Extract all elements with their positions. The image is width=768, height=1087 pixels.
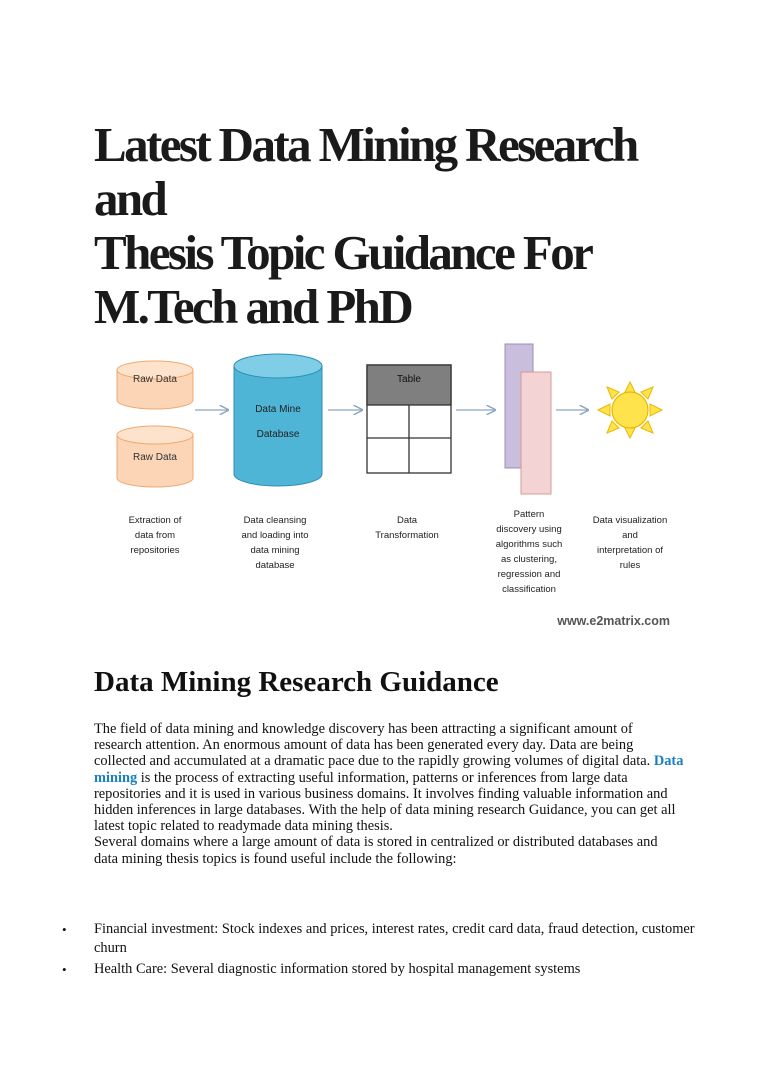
database-label-2: Database bbox=[256, 429, 300, 440]
body-paragraphs bbox=[94, 721, 684, 867]
svg-text:data mining: data mining bbox=[250, 545, 300, 556]
caption-transformation bbox=[375, 515, 439, 541]
svg-text:Transformation: Transformation bbox=[375, 530, 439, 541]
database-label-1: Data Mine bbox=[255, 404, 301, 415]
pattern-rectangles bbox=[505, 344, 551, 494]
domains-paragraph: Several domains where a large amount of data is stored in centralized or distributed databases and data mining thesis topics is found useful include the following: bbox=[94, 834, 658, 867]
svg-text:regression and: regression and bbox=[497, 569, 561, 580]
raw-data-cylinder-bottom bbox=[117, 426, 193, 487]
table-header-label: Table bbox=[397, 374, 421, 385]
sun-icon bbox=[598, 382, 662, 438]
svg-text:algorithms such: algorithms such bbox=[495, 539, 563, 550]
bullet-text: Financial investment: Stock indexes and prices, interest rates, credit card data, fraud detection, customer churn bbox=[94, 921, 695, 956]
list-item bbox=[62, 920, 702, 958]
list-item bbox=[62, 960, 702, 979]
watermark-text: www.e2matrix.com bbox=[557, 614, 670, 628]
paragraph-text-after-link: is the process of extracting useful information, patterns or inferences from large data repositories and it is used in various business domains. It involves finding valuable information and hidden inferences in large databases. With the help of data mining research Guidance, you can get all latest topic related to readymade data mining thesis. bbox=[94, 769, 676, 835]
data-mining-process-diagram bbox=[0, 330, 768, 630]
intro-paragraph bbox=[94, 721, 684, 834]
svg-text:database: database bbox=[255, 560, 295, 571]
svg-text:Data cleansing: Data cleansing bbox=[243, 515, 307, 526]
caption-extraction bbox=[129, 515, 182, 556]
svg-text:Pattern: Pattern bbox=[513, 509, 545, 520]
title-line-3: M.Tech and PhD bbox=[94, 279, 412, 334]
table-graphic bbox=[367, 365, 451, 473]
title-line-2: Thesis Topic Guidance For bbox=[94, 225, 592, 280]
svg-text:interpretation of: interpretation of bbox=[596, 545, 664, 556]
svg-text:Extraction of: Extraction of bbox=[128, 515, 182, 526]
bullet-icon: • bbox=[62, 962, 67, 977]
bullet-text: Health Care: Several diagnostic information stored by hospital management systems bbox=[94, 961, 581, 977]
data-mining-link[interactable]: Data mining bbox=[94, 753, 684, 786]
svg-text:Data: Data bbox=[396, 515, 418, 526]
svg-text:and: and bbox=[622, 530, 638, 541]
caption-cleansing bbox=[241, 515, 308, 571]
svg-text:classification: classification bbox=[502, 584, 556, 595]
raw-data-cylinder-top bbox=[117, 361, 193, 409]
section-heading: Data Mining Research Guidance bbox=[94, 666, 499, 698]
svg-text:repositories: repositories bbox=[130, 545, 180, 556]
svg-text:and loading into: and loading into bbox=[241, 530, 309, 541]
caption-pattern bbox=[496, 509, 563, 595]
bullet-icon: • bbox=[62, 922, 67, 937]
raw-data-label-1: Raw Data bbox=[133, 374, 177, 385]
svg-text:as clustering,: as clustering, bbox=[501, 554, 557, 565]
svg-text:rules: rules bbox=[619, 560, 641, 571]
paragraph-text-before-link: The field of data mining and knowledge discovery has been attracting a significant amount of research attention. An enormous amount of data has been generated every day. Data are being collected and accumulated at a dramatic pace due to the rapidly growing volumes of digital data. bbox=[94, 721, 654, 770]
svg-text:Data visualization: Data visualization bbox=[592, 515, 668, 526]
domain-bullet-list bbox=[62, 920, 702, 981]
raw-data-label-2: Raw Data bbox=[133, 452, 177, 463]
title-line-1: Latest Data Mining Research and bbox=[94, 117, 637, 226]
database-cylinder bbox=[234, 354, 322, 486]
document-title bbox=[94, 118, 714, 334]
svg-text:data from: data from bbox=[134, 530, 176, 541]
svg-text:discovery using: discovery using bbox=[496, 524, 562, 535]
caption-visualization bbox=[593, 515, 667, 571]
